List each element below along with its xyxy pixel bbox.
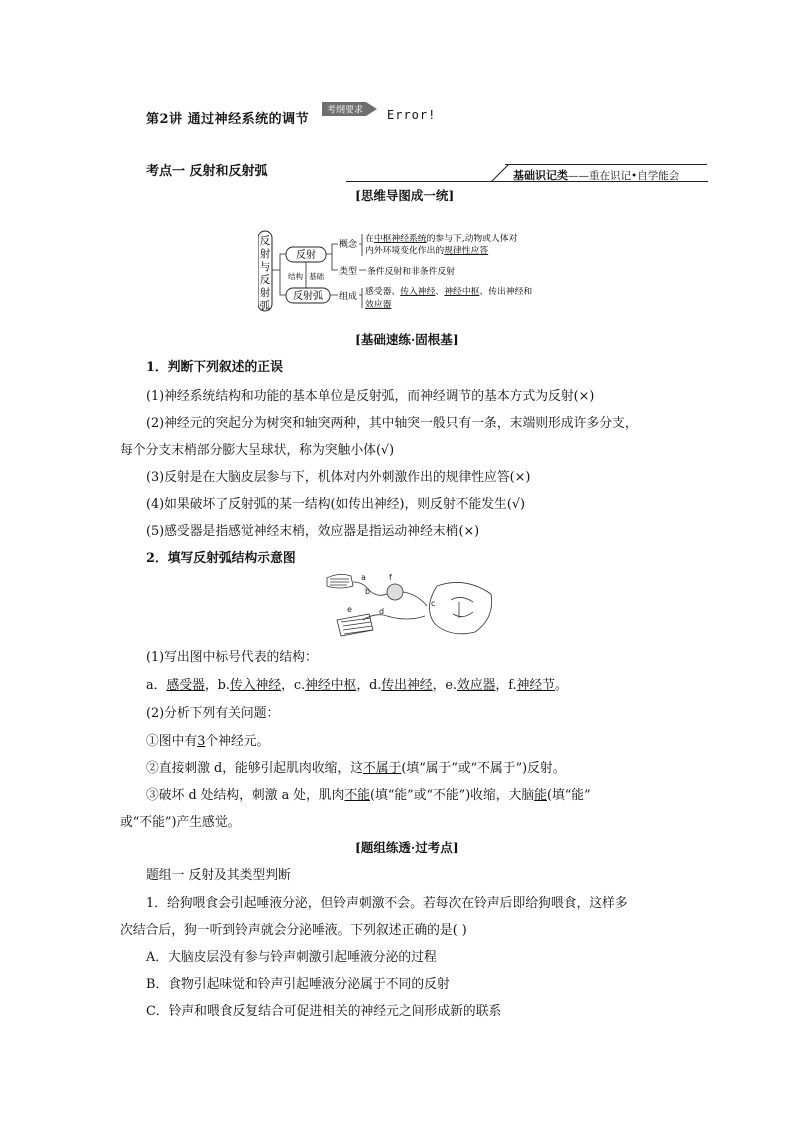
q2-sub1: ①图中有3个神经元。 [146, 734, 270, 749]
diagram-label-d: d [379, 607, 385, 616]
label-composition: 组成 [339, 292, 358, 302]
q2-title: 2．填写反射弧结构示意图 [146, 551, 296, 566]
q2-sub3: ③破坏 d 处结构，刺激 a 处，肌肉不能(填“能”或“不能”)收缩，大脑能(填“能” [146, 788, 591, 803]
reflex-arc-diagram [325, 572, 495, 638]
group-title: 题组一 反射及其类型判断 [146, 868, 291, 883]
root-char: 弧 [259, 300, 271, 312]
root-char: 反 [259, 235, 271, 247]
node-reflex: 反射 [296, 250, 316, 261]
answer-cannot: 不能 [344, 788, 371, 803]
diagram-label-c: c [431, 599, 436, 608]
arrow-tag-icon [322, 101, 378, 117]
root-char: 与 [259, 261, 271, 273]
q1-item: (2)神经元的突起分为树突和轴突两种，其中轴突一般只有一条，末端则形成许多分支， [146, 416, 638, 431]
question-line-2: 次结合后，狗一听到铃声就会分泌唾液。下列叙述正确的是( ) [120, 923, 467, 938]
root-char: 射 [259, 287, 271, 299]
concept-line-1: 在中枢神经系统的参与下,动物或人体对 [365, 234, 518, 244]
syllabus-arrow-tag [322, 101, 378, 117]
type-text: 条件反射和非条件反射 [367, 267, 455, 277]
answer-can: 能 [534, 788, 547, 803]
arrow-tag-label: 考纲要求 [327, 105, 364, 116]
answer-d: 传出神经 [381, 678, 433, 693]
diagram-label-b: b [365, 587, 371, 596]
q2-part1-answers: a．感受器，b.传入神经，c.神经中枢，d.传出神经，e.效应器，f.神经节。 [146, 678, 568, 693]
q2-part1-title: (1)写出图中标号代表的结构： [146, 650, 318, 665]
q1-item: (1)神经系统结构和功能的基本单位是反射弧，而神经调节的基本方式为反射(×) [146, 389, 595, 404]
q1-item: 每个分支末梢部分膨大呈球状，称为突触小体(√) [120, 443, 395, 458]
option-c: C．铃声和喂食反复结合可促进相关的神经元之间形成新的联系 [146, 1004, 502, 1019]
composition-line-2: 效应器 [365, 300, 392, 310]
diagram-label-f: f [389, 573, 392, 582]
q1-item: (5)感受器是指感觉神经末梢，效应器是指运动神经末梢(×) [146, 524, 480, 539]
lesson-title: 第2讲 通过神经系统的调节 [146, 112, 310, 127]
label-concept: 概念 [339, 240, 358, 250]
answer-c: 神经中枢 [305, 678, 357, 693]
divider-slant [491, 164, 511, 182]
option-b: B．食物引起味觉和铃声引起唾液分泌属于不同的反射 [146, 977, 450, 992]
basic-heading: [基础速练·固根基] [355, 332, 459, 347]
mid-label-left: 结构 [288, 272, 303, 281]
composition-line-1: 感受器、传入神经、神经中枢、传出神经和 [365, 287, 533, 297]
q2-sub3-cont: 或“不能”)产生感觉。 [120, 815, 241, 830]
category-tag-sub: ——重在识记•自学能会 [568, 170, 680, 182]
mind-map [258, 230, 568, 312]
answer-b: 传入神经 [229, 678, 282, 693]
mid-label-right: 基础 [309, 272, 324, 281]
divider-top [505, 164, 707, 165]
concept-line-2: 内外环境变化作出的规律性应答 [365, 246, 489, 256]
diagram-label-e: e [347, 605, 352, 614]
q1-item: (3)反射是在大脑皮层参与下，机体对内外刺激作出的规律性应答(×) [146, 470, 531, 485]
option-a: A．大脑皮层没有参与铃声刺激引起唾液分泌的过程 [146, 950, 437, 965]
section-heading: 考点一 反射和反射弧 [146, 164, 268, 179]
error-text: Error! [387, 108, 437, 122]
root-char: 反 [259, 274, 271, 286]
node-reflex-arc: 反射弧 [293, 291, 323, 302]
practice-heading: [题组练透·过考点] [355, 840, 459, 855]
q1-item: (4)如果破坏了反射弧的某一结构(如传出神经)，则反射不能发生(√) [146, 497, 525, 512]
diagram-label-a: a [361, 573, 366, 582]
answer-a: 感受器 [166, 678, 205, 693]
category-tag [513, 167, 679, 183]
answer-f: 神经节 [516, 678, 555, 693]
question-line-1: 1．给狗喂食会引起唾液分泌，但铃声刺激不会。若每次在铃声后即给狗喂食，这样多 [146, 896, 628, 911]
answer-not-belong: 不属于 [363, 761, 402, 776]
q2-sub2: ②直接刺激 d，能够引起肌肉收缩，这不属于(填“属于”或“不属于”)反射。 [146, 761, 566, 776]
mindmap-heading: [思维导图成一统] [355, 188, 455, 203]
category-tag-bold: 基础识记类 [513, 169, 568, 182]
answer-neuron-count: 3 [197, 734, 206, 749]
q1-title: 1．判断下列叙述的正误 [146, 360, 283, 375]
answer-e: 效应器 [457, 678, 496, 693]
label-type: 类型 [339, 267, 358, 277]
root-char: 射 [259, 248, 271, 260]
q2-part2-title: (2)分析下列有关问题： [146, 706, 280, 721]
